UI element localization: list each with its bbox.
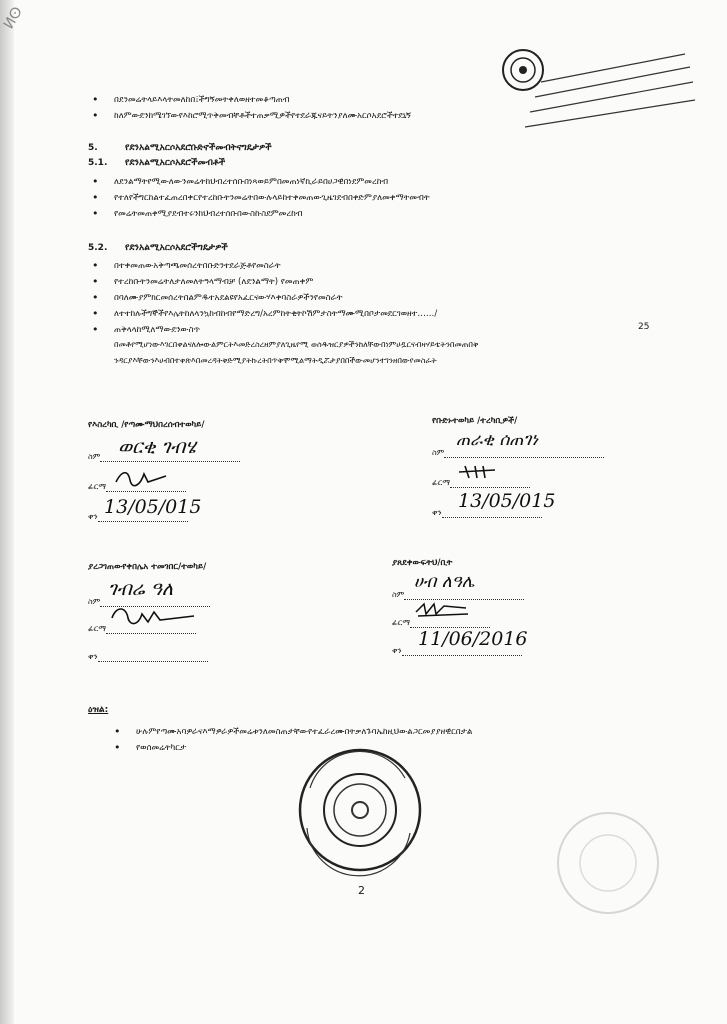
- list-item: • በባለሙያምክርመሰረትበልምዱተአደልዩየአፈርናውሃእቀባስራዎችንየመስራት: [92, 290, 437, 306]
- list-item: • ለደንልማትየሚውለውንመሬትከህብረተሰቡበነጻወይምበመጠነኛኪራይበሀጋዊበነደምመረከብ: [92, 174, 430, 190]
- list-item: • የተረከቡትንመሬትለታለመለትዓላማብቻ (ለደንልማት) የመጠቀም: [92, 274, 437, 290]
- top-seal-stamp-icon: [495, 42, 705, 152]
- handwritten-signature-icon: [112, 466, 172, 488]
- list-item: • በተቀመጠውአቅጣጫመሰረትበቡድንተደራጅቶየመስራት: [92, 258, 437, 274]
- round-seal-stamp-icon: [285, 748, 435, 880]
- handwritten-date: 13/05/015: [458, 490, 556, 512]
- signature-block-title: ያጸደቀውፍትህ/ቢት: [392, 558, 453, 568]
- handwritten-date: 13/05/015: [104, 496, 202, 518]
- name-label: ስም: [392, 590, 405, 599]
- signature-block-title: የእስረካቢ /የጣሙማህበረሰብተወካይ/: [88, 420, 205, 430]
- page-number: 2: [358, 884, 365, 897]
- list-item: • የመሬትመጠቀሚያደብተሩንከህብረተሰቡበውስኩስደምመረከብ: [92, 206, 430, 222]
- date-label: ቀን: [392, 646, 402, 655]
- list-item: • በደንመሬትላይእላትመለከበ፤ችግኝመትቀለወዘተመቆጣጠብ: [92, 92, 411, 108]
- faint-seal-stamp-icon: [548, 808, 668, 918]
- subsection-number: 5.2.: [88, 243, 108, 253]
- list-item: • የወሰመሬትካርታ: [114, 740, 472, 756]
- list-item: • ለተተከሉችግኞችየእሌትከለላንኳከብከብየማድረግ/አረምከትቂትኮሽምታስትማሙሚበቦታመደርገወዘተ……/: [92, 306, 437, 322]
- signature-label: ፊርማ: [432, 478, 451, 487]
- section-number: 5.: [88, 143, 98, 153]
- subsection-number: 5.1.: [88, 158, 108, 168]
- continuation-line: በመቶየሚሆነውእገርበቀልናለሎውልምርትእመድረስረዘምያለጊዜየሚ ወሰዱዝርያዎችንከለቸውበነምሀዷርናብዛሃይቴትንበመጠበቅ: [114, 340, 479, 349]
- top-bullet-list: [92, 92, 411, 124]
- handwritten-name: ጠራቂ ሰጠገነ: [456, 430, 538, 450]
- section-title: የደንአልሚአርሶአደሮቡድኖችመብትናግዴታዎች: [125, 143, 272, 153]
- corner-scribble: ⵍⵙ: [0, 4, 27, 32]
- scan-edge-shadow: [0, 0, 14, 1024]
- date-label: ቀን: [88, 652, 98, 661]
- note-title: ዕዝል:: [88, 705, 109, 715]
- handwritten-signature-icon: [455, 462, 505, 482]
- handwritten-signature-icon: [108, 604, 198, 628]
- margin-number: 25: [638, 322, 650, 332]
- subsection-title: የደንአልሚአርሶአደሮችግዴታዎች: [125, 243, 228, 253]
- signature-label: ፊርማ: [392, 618, 411, 627]
- handwritten-name: ወርቂ ገብሄ: [118, 436, 196, 458]
- name-label: ስም: [432, 448, 445, 457]
- subsection-title: የደንአልሚአርሶአደሮችመብቶች: [125, 158, 226, 168]
- name-label: ስም: [88, 452, 101, 461]
- name-label: ስም: [88, 597, 101, 606]
- list-item: • ከለምውደንከሜገኘውየእከሮሚጥቅመብቸቶችተጠቃሚዎችየተደራጁናይትንያለሙአርሶአደሮችተደኒኝ: [92, 108, 411, 124]
- duties-bullet-list: [92, 258, 437, 338]
- handwritten-name: ገብሬ ዓለ: [108, 578, 173, 600]
- handwritten-signature-icon: [412, 600, 472, 620]
- handwritten-date: 11/06/2016: [418, 628, 528, 650]
- handwritten-name: ሀብ ለዓሌ: [414, 572, 475, 592]
- date-row: [88, 652, 208, 662]
- rights-bullet-list: [92, 174, 430, 222]
- list-item: • ሁሉምየጣሙአባዎራናእማዎራዎችመሬቱንለመስጠታቸውየተፈራረሙበትቃለጉባኤከዚህውልጋርመያያዘዊርበታል: [114, 724, 472, 740]
- list-item: • የተለየችግርከልተፈጠረበቀርየተረከቡትንመሬትበውሉላይከተቀመጠውጊዜገደብበቀድምያለመቀማትመብት: [92, 190, 430, 206]
- signature-block-title: የቡድኑተወካይ /ተረካቢዎች/: [432, 416, 518, 426]
- signature-label: ፊርማ: [88, 482, 107, 491]
- signature-label: ፊርማ: [88, 624, 107, 633]
- signature-block-title: ያረጋገጠውየቀበሌአ ተመገበር/ተወካይ/: [88, 562, 207, 572]
- date-label: ቀን: [432, 508, 442, 517]
- list-item: • ጠቅላላከሚለማውደንውስጥ: [92, 322, 437, 338]
- date-label: ቀን: [88, 512, 98, 521]
- continuation-line: ንዳርያእቸውንእሀብበተቀጽእበመረዳትቅድሚያትኩረትበጥቅሞሚልማትዲሯታያበበችውመሆንተገንዘበውየመስራት: [114, 356, 437, 365]
